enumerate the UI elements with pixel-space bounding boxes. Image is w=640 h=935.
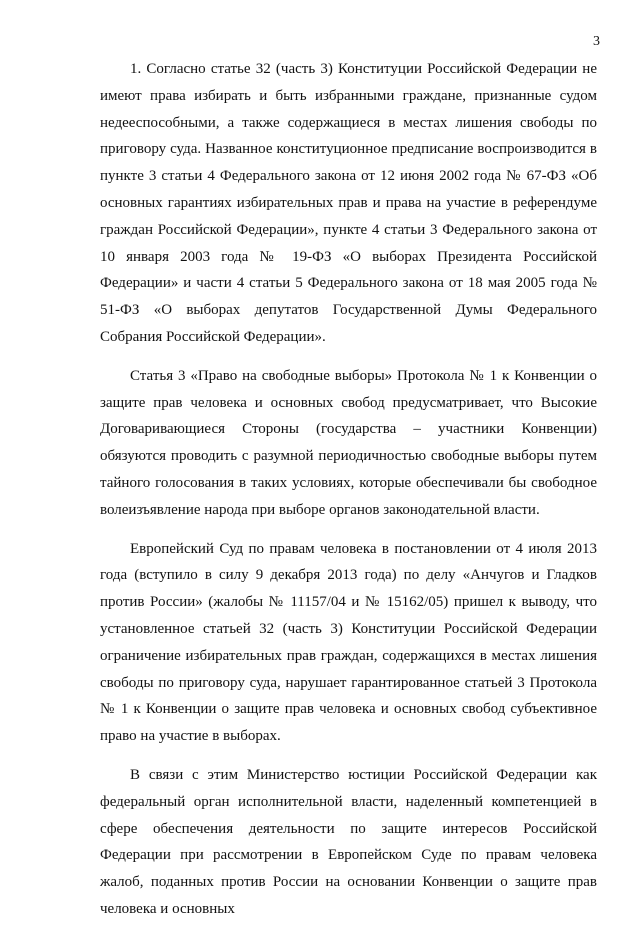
document-body <box>100 56 597 935</box>
page-number: 3 <box>593 34 600 49</box>
paragraph-2: Статья 3 «Право на свободные выборы» Протокола № 1 к Конвенции о защите прав человека и основных свобод предусматривает, что Высокие Договаривающиеся Стороны (государства – участники Конвенции) обязуются проводить с разумной периодичностью свободные выборы путем тайного голосования в таких условиях, которые обеспечивали бы свободное волеизъявление народа при выборе органов законодательной власти. <box>100 367 597 518</box>
paragraph-3: Европейский Суд по правам человека в постановлении от 4 июля 2013 года (вступило в силу 9 декабря 2013 года) по делу «Анчугов и Гладков против России» (жалобы № 11157/04 и № 15162/05) пришел к выводу, что установленное статьей 32 (часть 3) Конституции Российской Федерации ограничение избирательных прав граждан, содержащихся в местах лишения свободы по приговору суда, нарушает гарантированное статьей 3 Протокола № 1 к Конвенции о защите прав человека и основных свобод субъективное право на участие в выборах. <box>100 540 597 745</box>
paragraph-4: В связи с этим Министерство юстиции Российской Федерации как федеральный орган исполнительной власти, наделенный компетенцией в сфере обеспечения деятельности по защите интересов Российской Федерации при рассмотрении в Европейском Суде по правам человека жалоб, поданных против России на основании Конвенции о защите прав человека и основных <box>100 766 597 917</box>
paragraph-1: 1. Согласно статье 32 (часть 3) Конституции Российской Федерации не имеют права избирать и быть избранными граждане, признанные судом недееспособными, а также содержащиеся в местах лишения свободы по приговору суда. Названное конституционное предписание воспроизводится в пункте 3 статьи 4 Федерального закона от 12 июня 2002 года № 67-ФЗ «Об основных гарантиях избирательных прав и права на участие в референдуме граждан Российской Федерации», пункте 4 статьи 3 Федерального закона от 10 января 2003 года № 19-ФЗ «О выборах Президента Российской Федерации» и части 4 статьи 5 Федерального закона от 18 мая 2005 года № 51-ФЗ «О выборах депутатов Государственной Думы Федерального Собрания Российской Федерации». <box>100 61 597 345</box>
